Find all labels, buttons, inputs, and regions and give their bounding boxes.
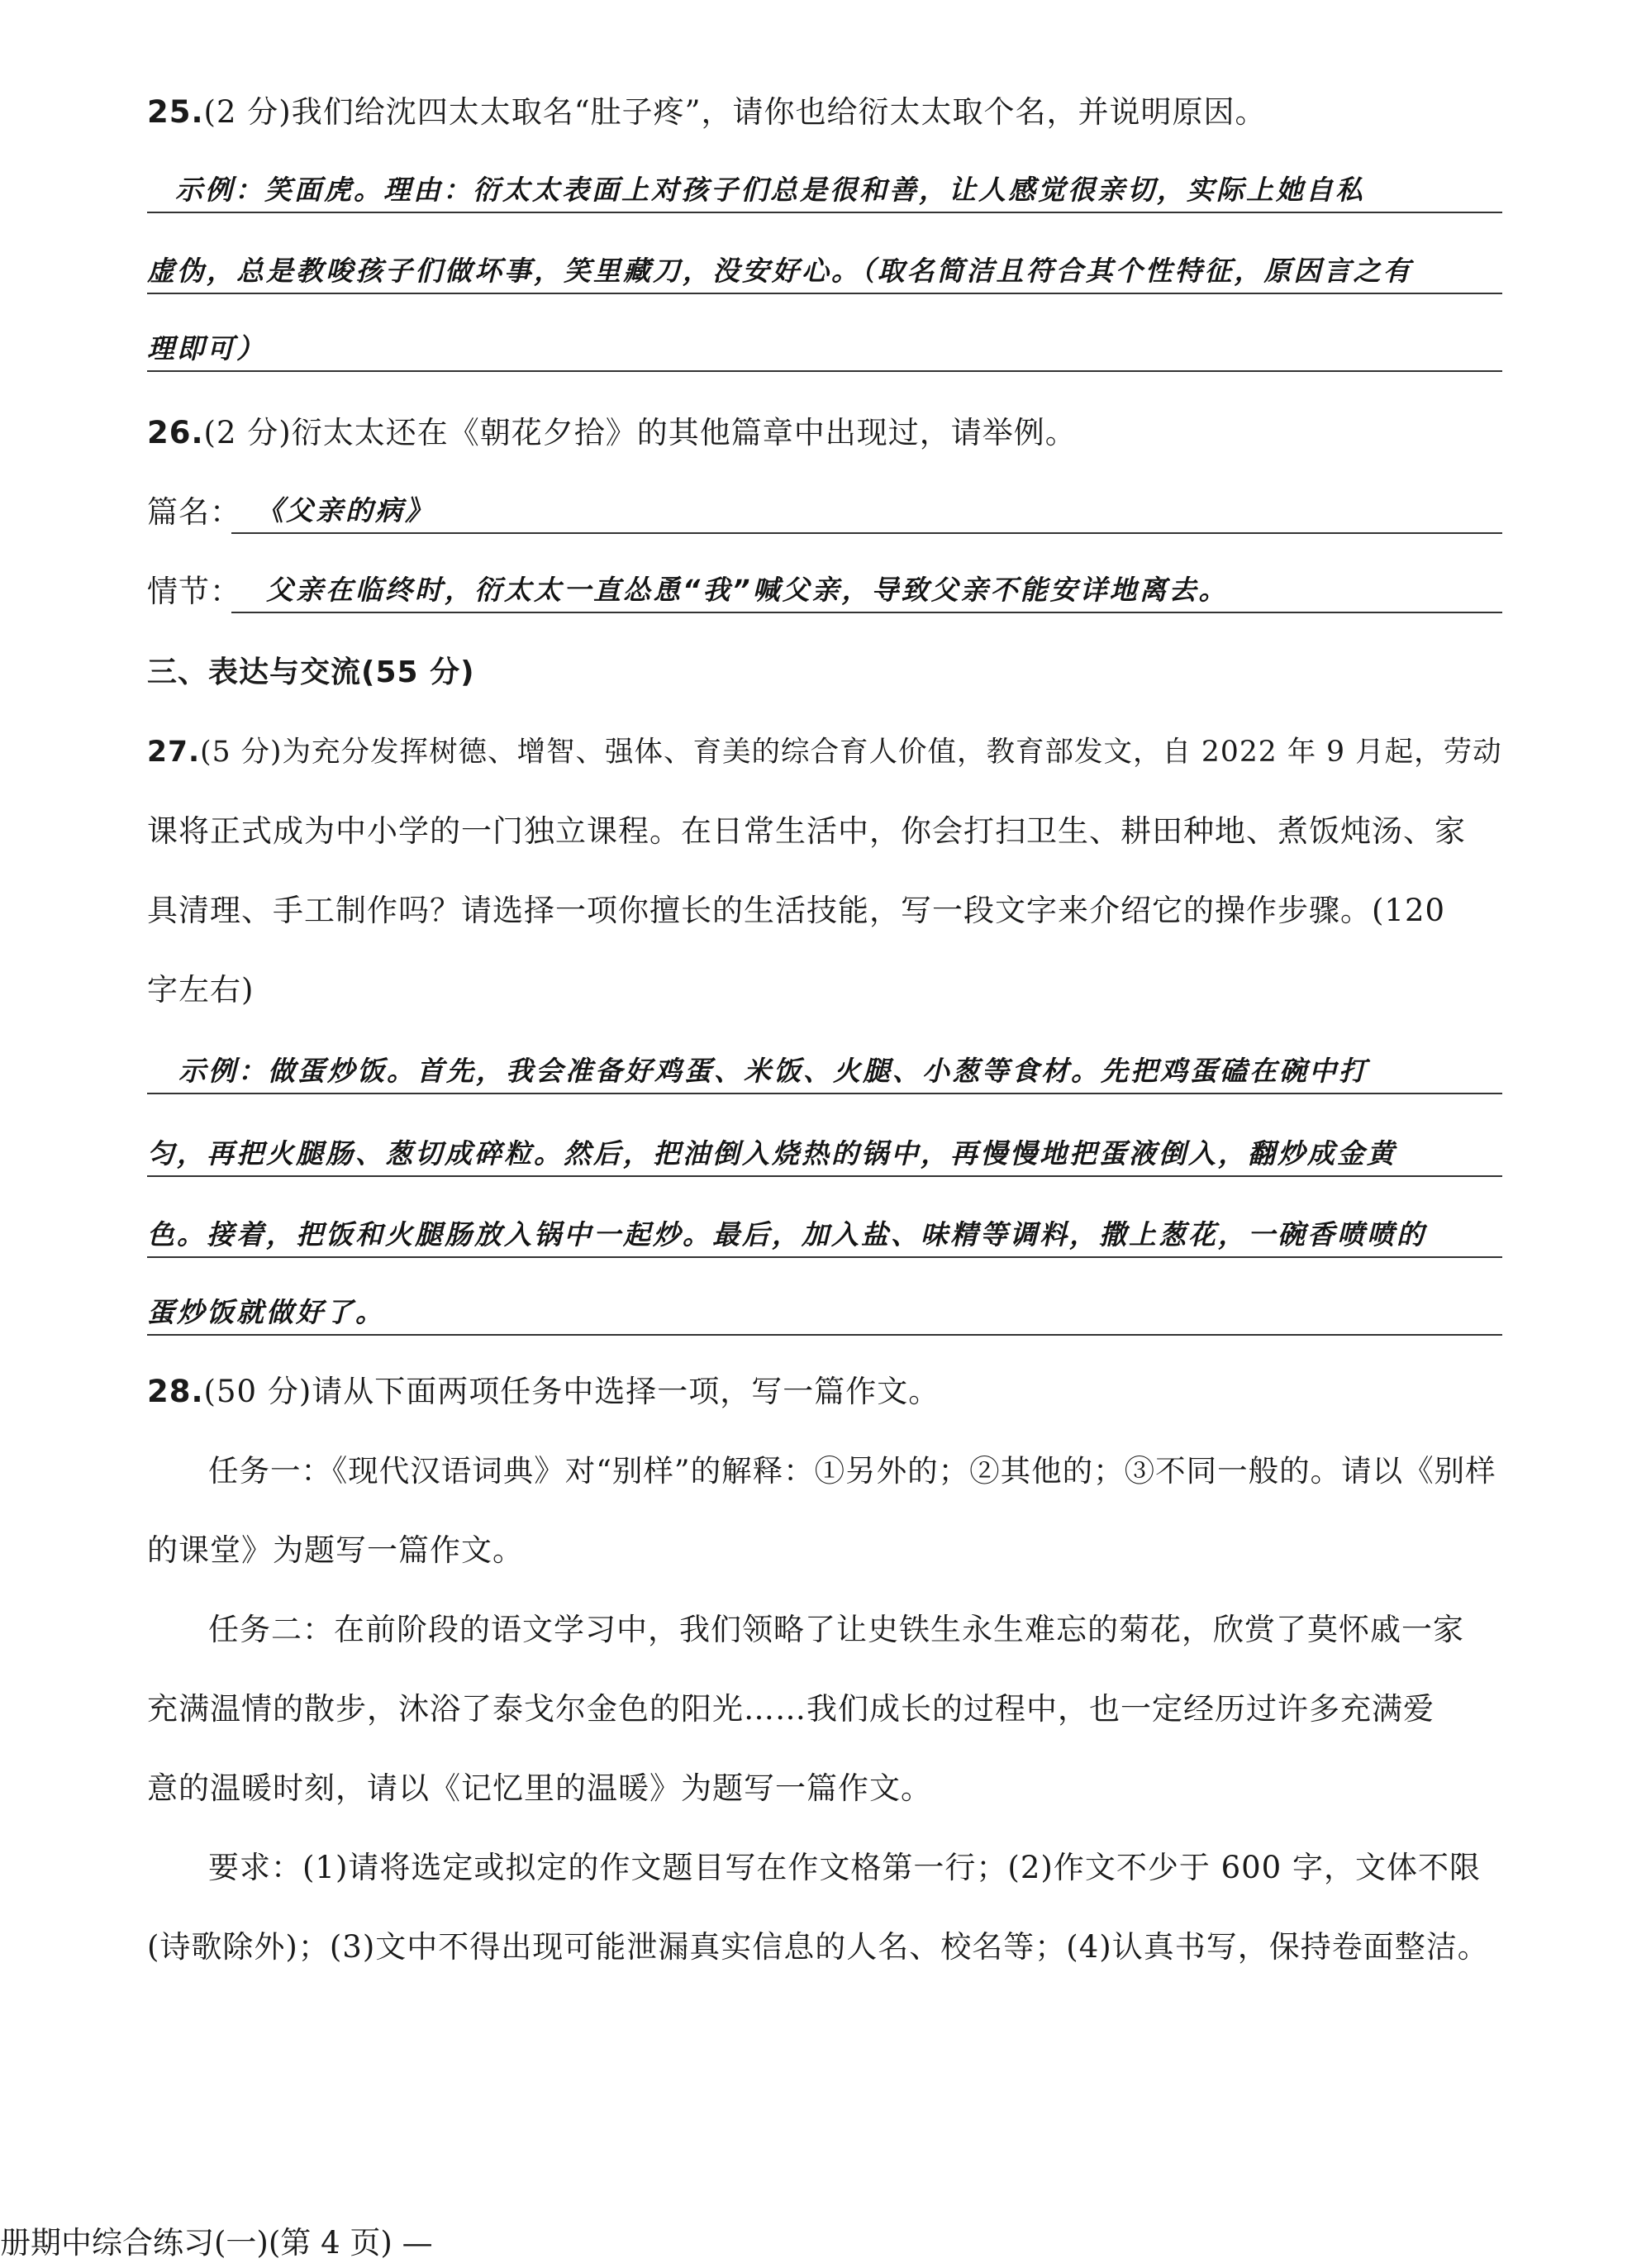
q27-answer-line3: 色。接着，把饭和火腿肠放入锅中一起炒。最后，加入盐、味精等调料，撒上葱花，一碗香喷喷的 xyxy=(147,1218,1426,1251)
q27-number: 27. xyxy=(147,736,201,769)
q28-requirements-line1: 要求：(1)请将选定或拟定的作文题目写在作文格第一行；(2)作文不少于 600 字，文体不限 xyxy=(208,1850,1481,1885)
q27-answer-line4: 蛋炒饭就做好了。 xyxy=(147,1296,385,1328)
answer-rule xyxy=(231,532,1502,534)
q26-prompt-text: (2 分)衍太太还在《朝花夕拾》的其他篇章中出现过，请举例。 xyxy=(203,415,1077,450)
q28-task2-line1: 任务二：在前阶段的语文学习中，我们领略了让史铁生永生难忘的菊花，欣赏了莫怀戚一家 xyxy=(208,1612,1464,1647)
q25-answer-line3: 理即可） xyxy=(147,332,266,364)
answer-rule xyxy=(231,612,1502,613)
answer-rule xyxy=(147,1175,1502,1177)
q26-title-label: 篇名： xyxy=(147,494,241,530)
q25-answer-line1: 示例：笑面虎。理由：衍太太表面上对孩子们总是很和善，让人感觉很亲切，实际上她自私 xyxy=(175,174,1365,206)
q26-plot-answer: 父亲在临终时，衍太太一直怂恿“我”喊父亲，导致父亲不能安详地离去。 xyxy=(266,574,1229,606)
q26-prompt xyxy=(147,413,1502,453)
q25-prompt-text: (2 分)我们给沈四太太取名“肚子疼”，请你也给衍太太取个名，并说明原因。 xyxy=(203,94,1267,130)
q28-requirements-line2: (诗歌除外)；(3)文中不得出现可能泄漏真实信息的人名、校名等；(4)认真书写，保持卷面整洁。 xyxy=(147,1929,1489,1965)
q25-answer-line2: 虚伪，总是教唆孩子们做坏事，笑里藏刀，没安好心。（取名简洁且符合其个性特征，原因言之有 xyxy=(147,255,1413,287)
page-footer: 册期中综合练习(一)(第 4 页) — xyxy=(0,2225,433,2261)
q26-title-answer: 《父亲的病》 xyxy=(256,494,435,526)
q28-task2-line2: 充满温情的散步，沐浴了泰戈尔金色的阳光……我们成长的过程中，也一定经历过许多充满爱 xyxy=(147,1691,1435,1727)
q28-number: 28. xyxy=(147,1374,204,1409)
q27-prompt-line2: 课将正式成为中小学的一门独立课程。在日常生活中，你会打扫卫生、耕田种地、煮饭炖汤、家 xyxy=(147,813,1466,849)
q27-answer-line2: 匀，再把火腿肠、葱切成碎粒。然后，把油倒入烧热的锅中，再慢慢地把蛋液倒入，翻炒成金黄 xyxy=(147,1137,1396,1170)
q28-prompt-text: (50 分)请从下面两项任务中选择一项，写一篇作文。 xyxy=(203,1374,940,1409)
q27-prompt-line1 xyxy=(147,732,1502,772)
answer-rule xyxy=(147,370,1502,372)
q28-task1-line1: 任务一：《现代汉语词典》对“别样”的解释：①另外的；②其他的；③不同一般的。请以《别样 xyxy=(208,1453,1496,1489)
q28-task1-line2: 的课堂》为题写一篇作文。 xyxy=(147,1532,524,1568)
section-heading: 三、表达与交流(55 分) xyxy=(147,655,475,689)
q26-plot-label: 情节： xyxy=(147,574,241,609)
answer-rule xyxy=(147,293,1502,294)
q27-prompt-line3: 具清理、手工制作吗？请选择一项你擅长的生活技能，写一段文字来介绍它的操作步骤。(120 xyxy=(147,893,1446,928)
q26-number: 26. xyxy=(147,415,204,450)
q28-prompt xyxy=(147,1372,1502,1412)
answer-rule xyxy=(147,1334,1502,1336)
q27-answer-line1: 示例：做蛋炒饭。首先，我会准备好鸡蛋、米饭、火腿、小葱等食材。先把鸡蛋磕在碗中打 xyxy=(178,1055,1368,1087)
answer-rule xyxy=(147,1093,1502,1094)
q25-prompt xyxy=(147,93,1502,132)
q28-task2-line3: 意的温暖时刻，请以《记忆里的温暖》为题写一篇作文。 xyxy=(147,1770,932,1806)
q25-number: 25. xyxy=(147,94,204,130)
q27-prompt-line4: 字左右) xyxy=(147,972,255,1008)
answer-rule xyxy=(147,1256,1502,1258)
q27-prompt-text: (5 分)为充分发挥树德、增智、强体、育美的综合育人价值，教育部发文，自 2022 年 9 月起，劳动 xyxy=(200,736,1502,769)
answer-rule xyxy=(147,212,1502,213)
